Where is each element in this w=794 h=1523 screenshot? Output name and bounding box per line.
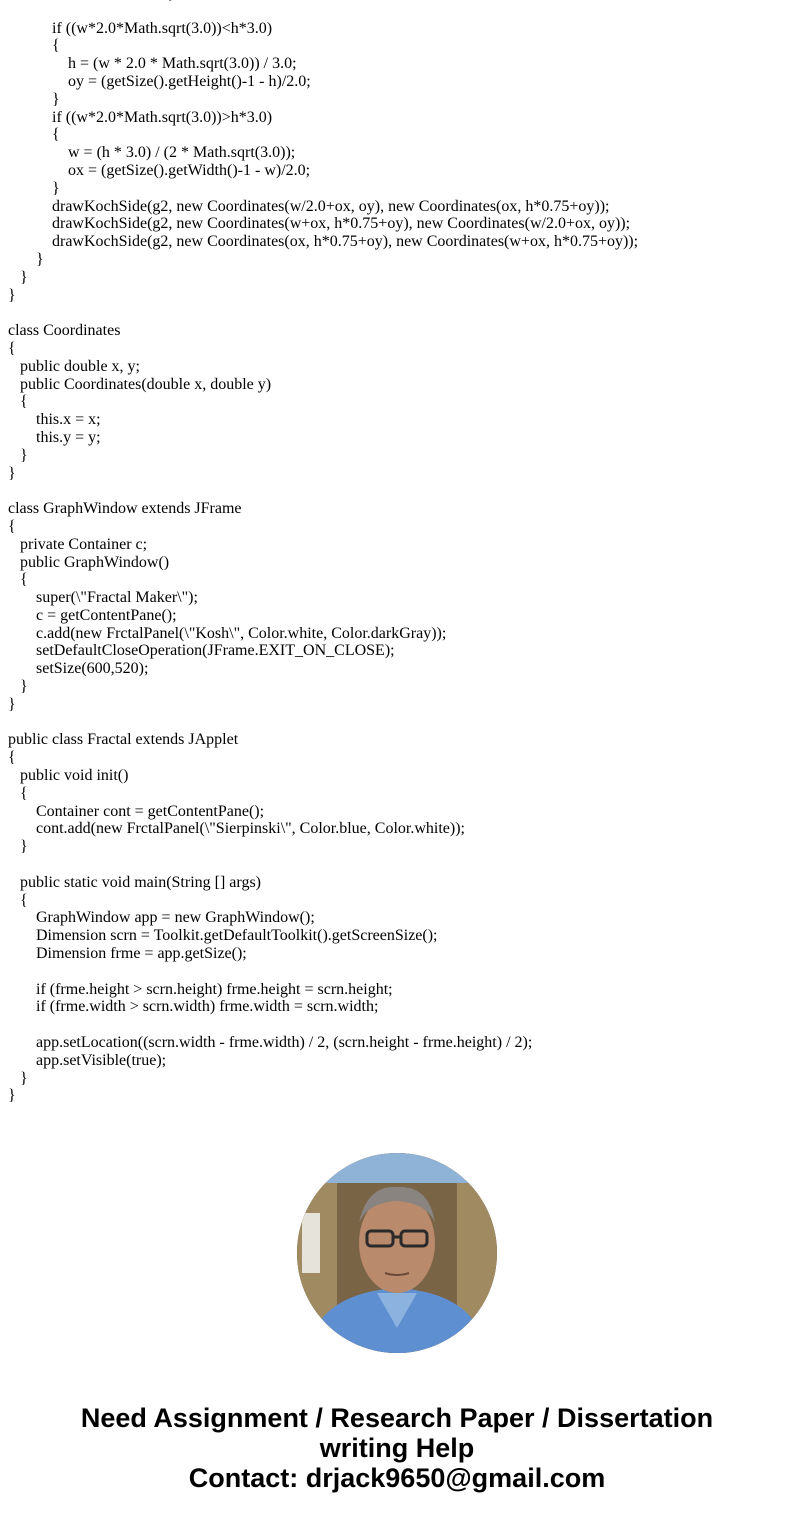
code-line [8, 1016, 638, 1034]
code-line: Dimension scrn = Toolkit.getDefaultToolkit().getScreenSize(); [8, 927, 438, 945]
code-line: } [8, 268, 28, 286]
code-line: class Coordinates [8, 322, 121, 340]
code-line: { [8, 784, 28, 802]
code-line: app.setVisible(true); [8, 1051, 167, 1069]
code-line: cont.add(new FrctalPanel(\"Sierpinski\", Color.blue, Color.white)); [8, 820, 465, 838]
code-line: app.setLocation((scrn.width - frme.width) / 2, (scrn.height - frme.height) / 2); [8, 1034, 533, 1052]
code-line: } [8, 838, 28, 856]
code-line: } [8, 1069, 28, 1087]
code-line: w = (h * 3.0) / (2 * Math.sqrt(3.0)); [8, 144, 296, 162]
code-line: public void init() [8, 767, 129, 785]
code-line: class GraphWindow extends JFrame [8, 500, 242, 518]
code-line: { [8, 749, 16, 767]
code-line: public GraphWindow() [8, 553, 170, 571]
code-line: drawKochSide(g2, new Coordinates(w/2.0+ox, oy), new Coordinates(ox, h*0.75+oy)); [8, 197, 610, 215]
code-line: } [8, 90, 60, 108]
code-line: } [8, 695, 16, 713]
code-line: this.x = x; [8, 411, 101, 429]
code-line: setDefaultCloseOperation(JFrame.EXIT_ON_CLOSE); [8, 642, 395, 660]
code-line: } [8, 250, 44, 268]
code-line: } [8, 286, 16, 304]
code-line [8, 963, 638, 981]
code-line: if (frme.width > scrn.width) frme.width = scrn.width; [8, 998, 379, 1016]
code-line: setSize(600,520); [8, 660, 149, 678]
code-line [8, 304, 638, 322]
code-line: { [8, 891, 28, 909]
code-line [8, 482, 638, 500]
code-line [8, 2, 638, 20]
code-line: } [8, 678, 28, 696]
code-line [8, 714, 638, 732]
code-line: if ((w*2.0*Math.sqrt(3.0))<h*3.0) [8, 19, 273, 37]
code-line: drawKochSide(g2, new Coordinates(w+ox, h*0.75+oy), new Coordinates(w/2.0+ox, oy)); [8, 215, 631, 233]
promo-line-1: Need Assignment / Research Paper / Dissertation [80, 1403, 714, 1433]
code-line: drawKochSide(g2, new Coordinates(ox, h*0.75+oy), new Coordinates(w+ox, h*0.75+oy)); [8, 233, 639, 251]
code-line: } [8, 179, 60, 197]
promo-text [0, 1403, 794, 1493]
promo-line-2: writing Help [319, 1433, 475, 1463]
code-line [8, 856, 638, 874]
code-line: GraphWindow app = new GraphWindow(); [8, 909, 315, 927]
code-line: if ((w*2.0*Math.sqrt(3.0))>h*3.0) [8, 108, 273, 126]
code-line: } [8, 1087, 16, 1105]
code-line: public Coordinates(double x, double y) [8, 375, 272, 393]
code-line: { [8, 37, 60, 55]
code-line: public double x, y; [8, 357, 140, 375]
code-line: { [8, 393, 28, 411]
code-block [8, 0, 638, 1105]
code-line: { [8, 571, 28, 589]
code-line: { [8, 517, 16, 535]
code-line: c = getContentPane(); [8, 606, 177, 624]
code-line: public static void main(String [] args) [8, 873, 261, 891]
code-line: } [8, 446, 28, 464]
code-line: Dimension frme = app.getSize(); [8, 945, 247, 963]
code-line: this.y = y; [8, 428, 101, 446]
code-line: ox = (getSize().getWidth()-1 - w)/2.0; [8, 161, 311, 179]
code-line: } [8, 464, 16, 482]
code-line: super(\"Fractal Maker\"); [8, 589, 198, 607]
code-line: { [8, 126, 60, 144]
person-photo-icon [297, 1153, 497, 1353]
code-line: if (frme.height > scrn.height) frme.height = scrn.height; [8, 980, 393, 998]
code-line: public class Fractal extends JApplet [8, 731, 239, 749]
author-photo [297, 1153, 497, 1353]
code-line: Container cont = getContentPane(); [8, 802, 265, 820]
promo-contact: Contact: drjack9650@gmail.com [188, 1463, 606, 1493]
code-line: { [8, 339, 16, 357]
code-line: oy = (getSize().getHeight()-1 - h)/2.0; [8, 72, 311, 90]
code-line: h = (w * 2.0 * Math.sqrt(3.0)) / 3.0; [8, 55, 297, 73]
code-line: c.add(new FrctalPanel(\"Kosh\", Color.white, Color.darkGray)); [8, 624, 447, 642]
code-line: private Container c; [8, 535, 148, 553]
